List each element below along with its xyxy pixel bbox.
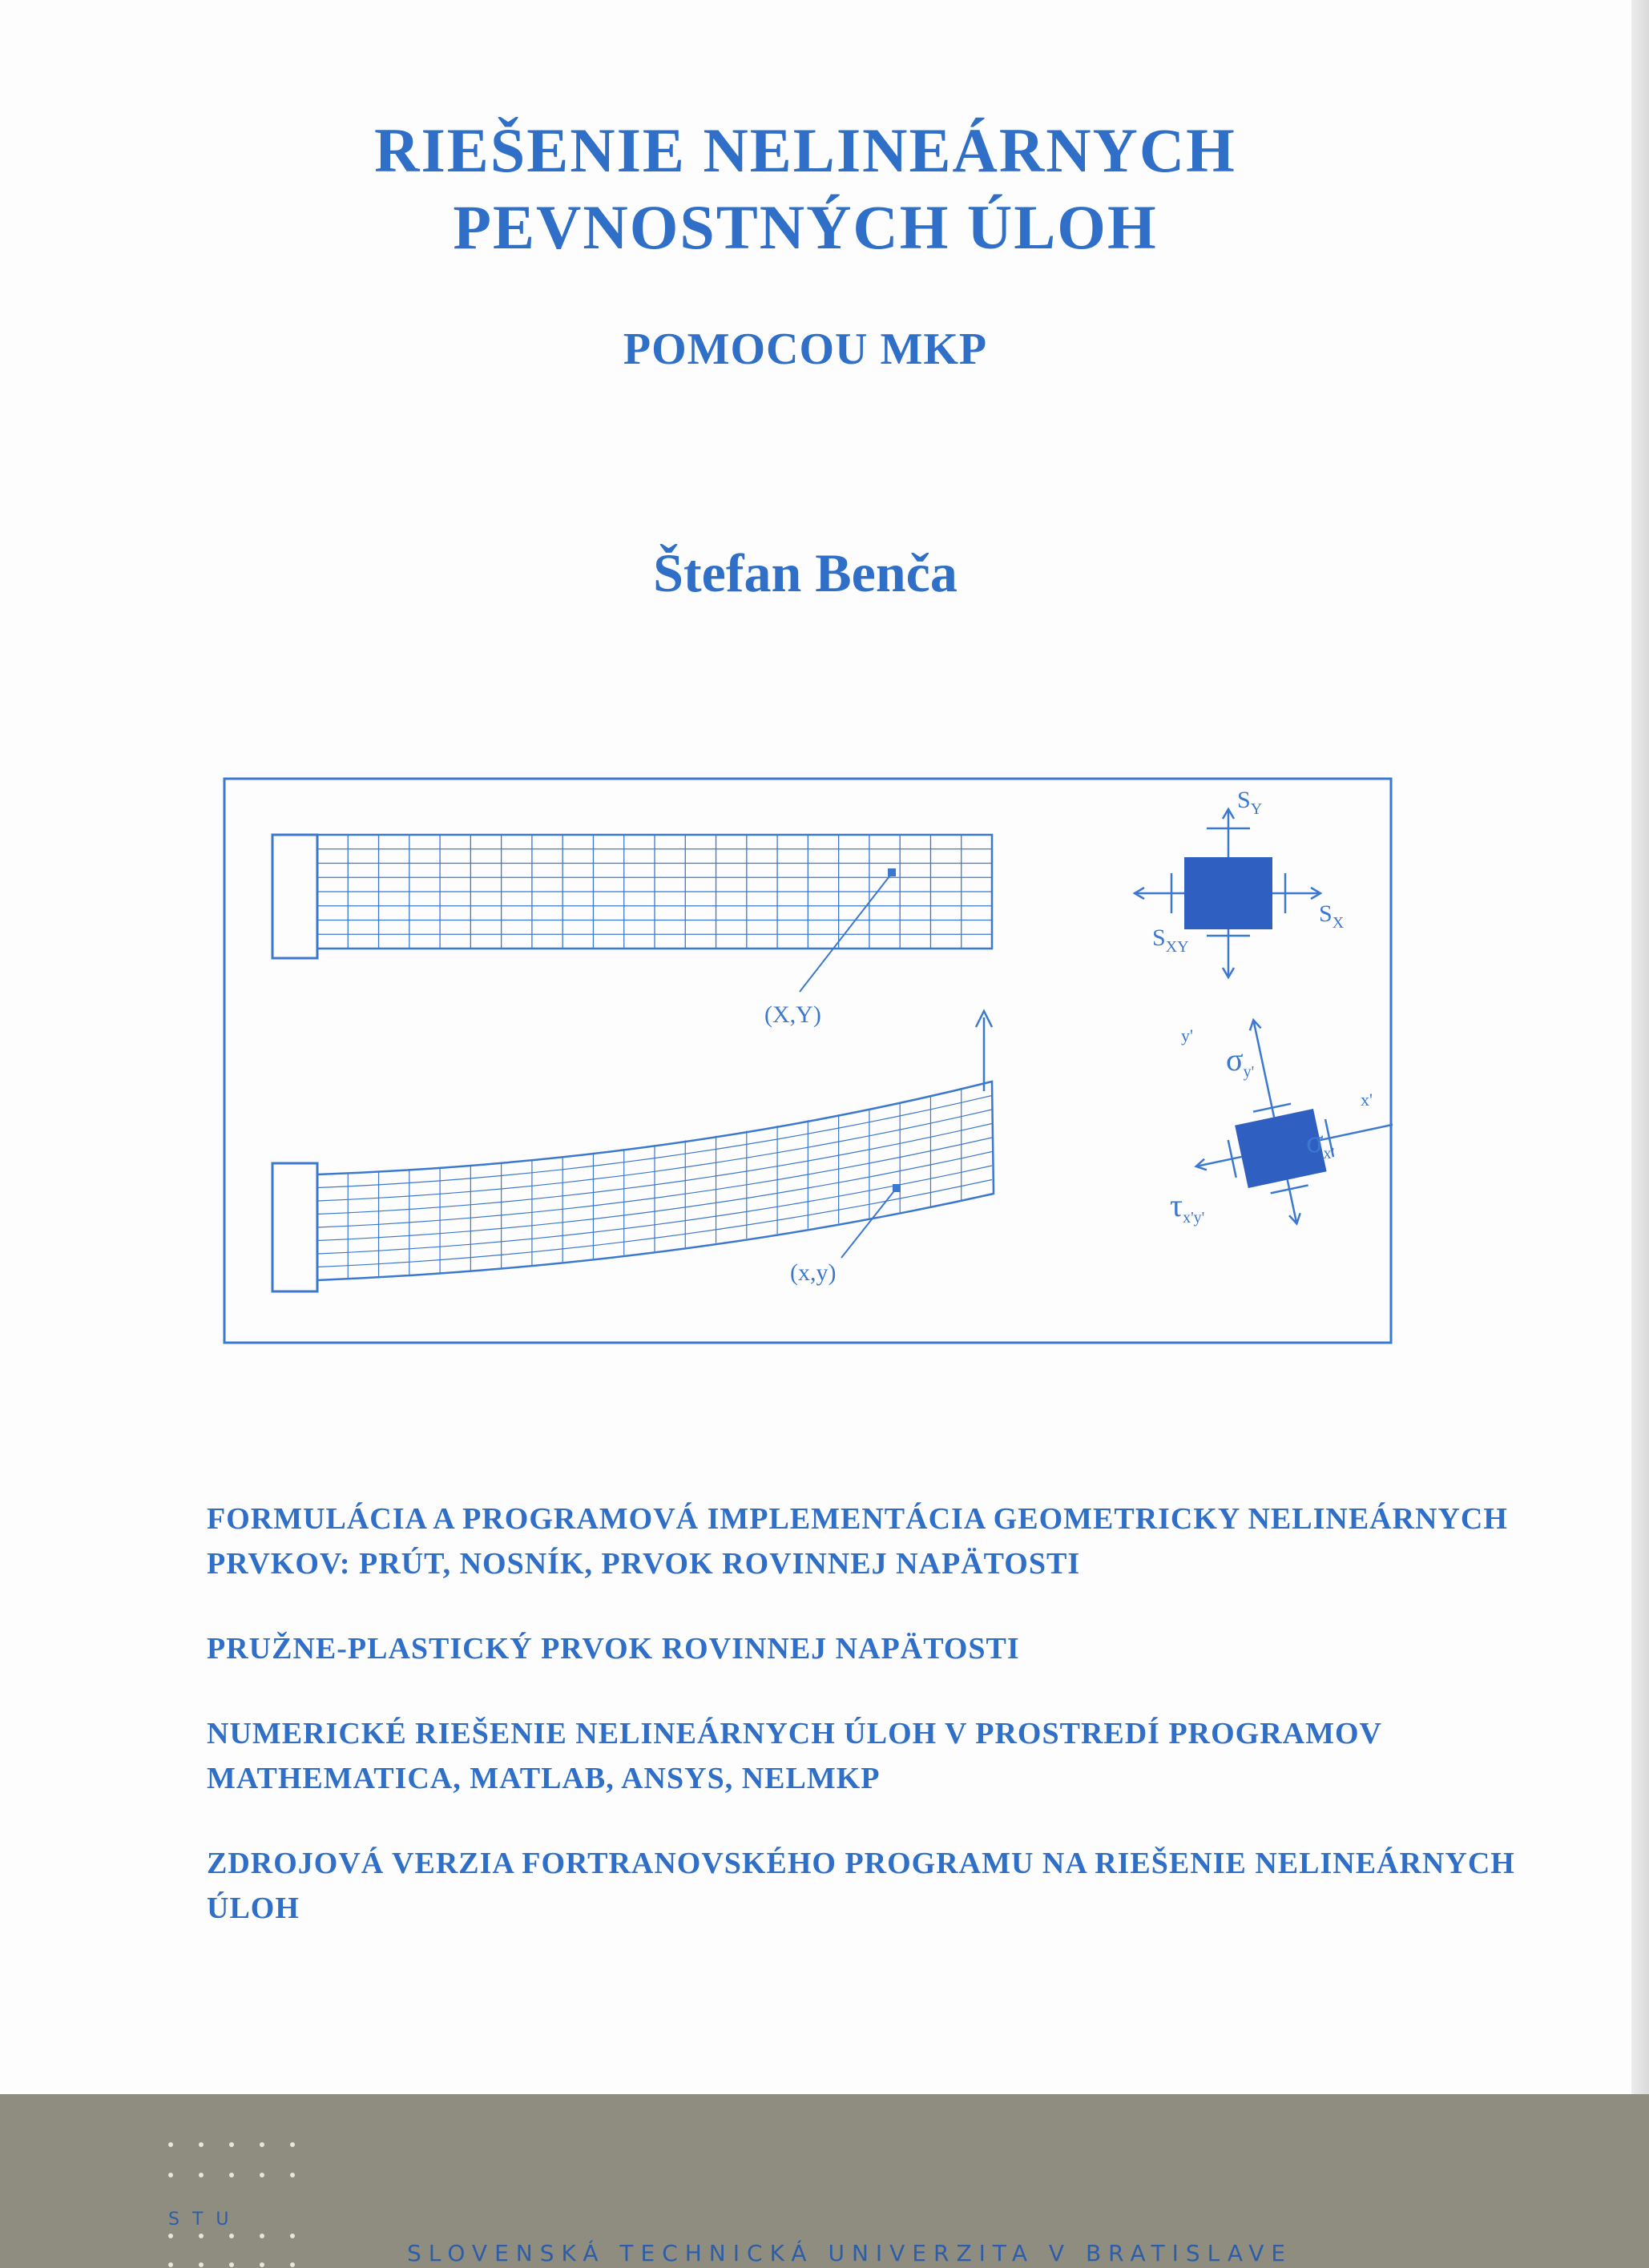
book-title [0, 112, 1611, 266]
topic-item: FORMULÁCIA A PROGRAMOVÁ IMPLEMENTÁCIA GEOMETRICKY NELINEÁRNYCH PRVKOV: PRÚT, NOSNÍK, PRVOK ROVINNEJ NAPÄTOSTI [207, 1502, 1508, 1581]
book-subtitle: POMOCOU MKP [623, 324, 988, 374]
svg-text:τx'y' [1170, 1187, 1204, 1227]
stu-logo-text: STU [168, 2210, 242, 2230]
topic-item: ZDROJOVÁ VERZIA FORTRANOVSKÉHO PROGRAMU NA RIEŠENIE NELINEÁRNYCH ÚLOH [207, 1847, 1515, 1925]
svg-text:SY [1237, 787, 1262, 818]
logo-dot [260, 2234, 264, 2238]
label-tau: τ [1170, 1187, 1183, 1223]
cover-figure [223, 777, 1393, 1344]
label-sigma-x: σ [1306, 1123, 1324, 1159]
logo-dot [168, 2173, 173, 2177]
logo-dot [199, 2262, 204, 2267]
logo-dot [229, 2262, 234, 2267]
svg-text:SX [1319, 900, 1345, 932]
label-sy-sub: Y [1250, 800, 1263, 818]
logo-dot [290, 2173, 295, 2177]
label-axis-y: y' [1181, 1025, 1193, 1045]
publisher-name: SLOVENSKÁ TECHNICKÁ UNIVERZITA V BRATISLAVE [407, 2240, 1293, 2266]
logo-dot [290, 2262, 295, 2267]
label-sx-sub: X [1332, 914, 1345, 932]
logo-dot [290, 2142, 295, 2147]
svg-text:SXY [1152, 925, 1189, 956]
support-block-top [272, 835, 317, 958]
logo-dot [199, 2234, 204, 2238]
stress-square-top [1184, 857, 1272, 929]
logo-dot [229, 2234, 234, 2238]
title-line-2: PEVNOSTNÝCH ÚLOH [453, 192, 1158, 262]
logo-dot [168, 2262, 173, 2267]
stress-element-global [1135, 787, 1345, 977]
topics-list [207, 1497, 1521, 1971]
label-tau-sub: x'y' [1183, 1209, 1205, 1227]
book-author: Štefan Benča [653, 542, 958, 603]
logo-dot [168, 2234, 173, 2238]
publisher-footer [0, 2094, 1649, 2268]
label-undeformed-point: (X,Y) [764, 1001, 821, 1028]
label-deformed-point: (x,y) [790, 1259, 837, 1286]
label-sigma-x-sub: x' [1323, 1145, 1335, 1162]
logo-dot [260, 2142, 264, 2147]
logo-dot [290, 2234, 295, 2238]
title-line-1: RIEŠENIE NELINEÁRNYCH [374, 115, 1236, 185]
topic-item: PRUŽNE-PLASTICKÝ PRVOK ROVINNEJ NAPÄTOSTI [207, 1632, 1020, 1666]
logo-dot [260, 2173, 264, 2177]
label-sy: S [1237, 787, 1251, 813]
logo-dot [229, 2173, 234, 2177]
stu-logo-dots [168, 2142, 329, 2262]
label-sx: S [1319, 900, 1333, 927]
label-axis-x: x' [1361, 1090, 1373, 1110]
logo-dot [199, 2173, 204, 2177]
logo-dot [229, 2142, 234, 2147]
label-sxy: S [1152, 925, 1166, 951]
support-block-bottom [272, 1163, 317, 1291]
undeformed-beam [272, 835, 992, 992]
label-sxy-sub: XY [1165, 938, 1189, 956]
label-sigma-y: σ [1226, 1041, 1244, 1078]
topic-item: NUMERICKÉ RIEŠENIE NELINEÁRNYCH ÚLOH V PROSTREDÍ PROGRAMOV MATHEMATICA, MATLAB, ANSYS, NELMKP [207, 1717, 1382, 1795]
deformed-beam [272, 1011, 994, 1291]
node-marker-top [888, 868, 896, 876]
logo-dot [168, 2142, 173, 2147]
logo-dot [260, 2262, 264, 2267]
page-edge [1631, 0, 1649, 2099]
label-sigma-y-sub: y' [1243, 1063, 1255, 1081]
stress-element-local [1169, 990, 1393, 1242]
beam-mesh-figure [223, 777, 1393, 1344]
svg-text:σy' [1226, 1041, 1254, 1081]
logo-dot [199, 2142, 204, 2147]
